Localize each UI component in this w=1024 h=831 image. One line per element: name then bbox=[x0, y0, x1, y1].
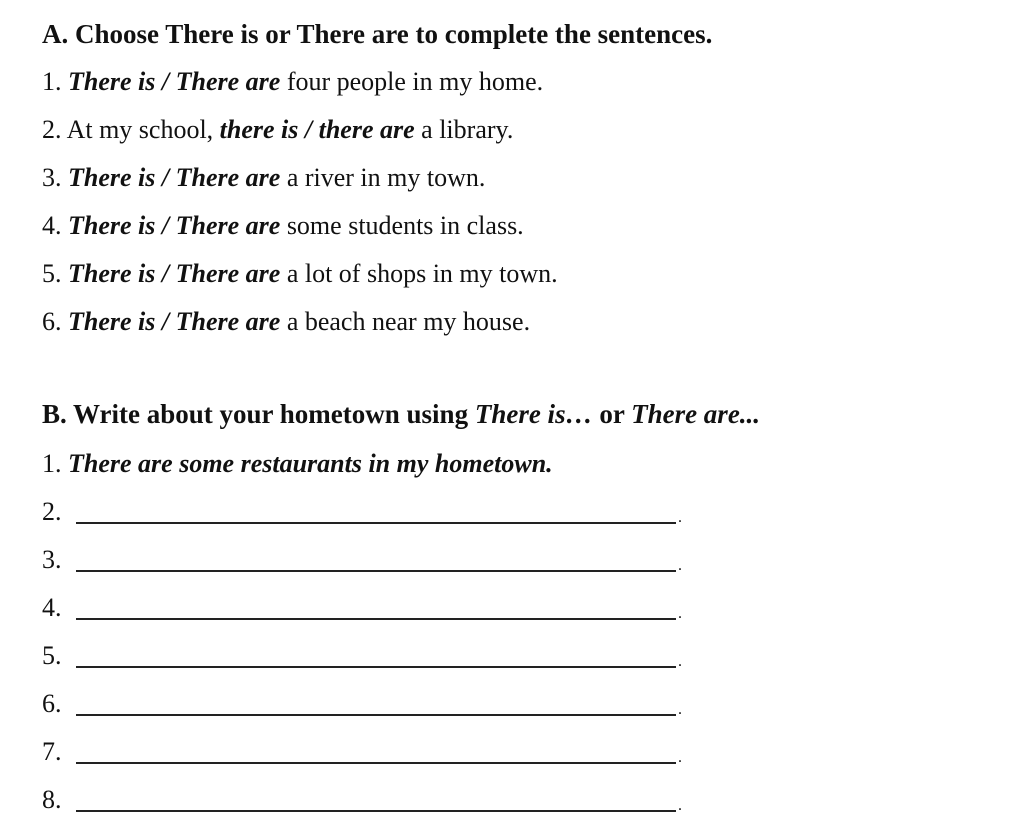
section-b-title-mid: or bbox=[592, 399, 632, 429]
choice-text: There is / There are bbox=[68, 163, 281, 192]
sentence-rest: a beach near my house. bbox=[280, 307, 531, 336]
item-number: 8. bbox=[42, 785, 62, 814]
item-number: 6. bbox=[42, 307, 62, 336]
sentence-start: At my school, bbox=[61, 115, 220, 144]
blank-period: . bbox=[678, 797, 682, 814]
answer-line-7[interactable] bbox=[42, 736, 702, 768]
item-number: 3. bbox=[42, 163, 62, 192]
choice-text: There is / There are bbox=[68, 259, 281, 288]
item-number: 7. bbox=[42, 737, 62, 766]
sentence-rest: a library. bbox=[414, 115, 514, 144]
item-number: 5. bbox=[42, 641, 62, 670]
item-number: 1. bbox=[42, 449, 62, 478]
item-number: 1. bbox=[42, 67, 62, 96]
section-a-item-5 bbox=[42, 258, 558, 290]
choice-text: there is / there are bbox=[219, 115, 415, 144]
answer-line-5[interactable] bbox=[42, 640, 702, 672]
answer-blank[interactable] bbox=[76, 666, 676, 668]
section-b-title bbox=[42, 398, 760, 430]
answer-line-6[interactable] bbox=[42, 688, 702, 720]
section-b-title-em2: There are... bbox=[631, 399, 761, 429]
blank-period: . bbox=[678, 749, 682, 766]
section-a-title bbox=[42, 18, 712, 50]
section-a-item-4 bbox=[42, 210, 524, 242]
section-b-example bbox=[42, 448, 553, 480]
answer-line-2[interactable] bbox=[42, 496, 702, 528]
blank-period: . bbox=[678, 557, 682, 574]
answer-blank[interactable] bbox=[76, 714, 676, 716]
item-number: 3. bbox=[42, 545, 62, 574]
section-a-item-6 bbox=[42, 306, 530, 338]
sentence-rest: four people in my home. bbox=[280, 67, 544, 96]
section-b-title-em1: There is… bbox=[474, 399, 593, 429]
blank-period: . bbox=[678, 701, 682, 718]
section-a-item-3 bbox=[42, 162, 485, 194]
answer-line-3[interactable] bbox=[42, 544, 702, 576]
answer-blank[interactable] bbox=[76, 762, 676, 764]
item-number: 2. bbox=[42, 497, 62, 526]
answer-line-8[interactable] bbox=[42, 784, 702, 816]
choice-text: There is / There are bbox=[68, 211, 281, 240]
answer-blank[interactable] bbox=[76, 522, 676, 524]
sentence-rest: a lot of shops in my town. bbox=[280, 259, 558, 288]
item-number: 4. bbox=[42, 593, 62, 622]
section-a-item-2 bbox=[42, 114, 513, 146]
blank-period: . bbox=[678, 605, 682, 622]
sentence-rest: some students in class. bbox=[280, 211, 524, 240]
example-sentence: There are some restaurants in my hometown. bbox=[68, 449, 553, 478]
answer-blank[interactable] bbox=[76, 570, 676, 572]
section-a-item-1 bbox=[42, 66, 543, 98]
choice-text: There is / There are bbox=[68, 67, 281, 96]
answer-blank[interactable] bbox=[76, 618, 676, 620]
item-number: 6. bbox=[42, 689, 62, 718]
answer-line-4[interactable] bbox=[42, 592, 702, 624]
item-number: 5. bbox=[42, 259, 62, 288]
blank-period: . bbox=[678, 509, 682, 526]
section-b-title-start: B. Write about your hometown using bbox=[42, 399, 475, 429]
choice-text: There is / There are bbox=[68, 307, 281, 336]
item-number: 4. bbox=[42, 211, 62, 240]
section-a-title-text: A. Choose There is or There are to complete the sentences. bbox=[42, 19, 713, 49]
answer-blank[interactable] bbox=[76, 810, 676, 812]
item-number: 2. bbox=[42, 115, 62, 144]
sentence-rest: a river in my town. bbox=[280, 163, 486, 192]
blank-period: . bbox=[678, 653, 682, 670]
